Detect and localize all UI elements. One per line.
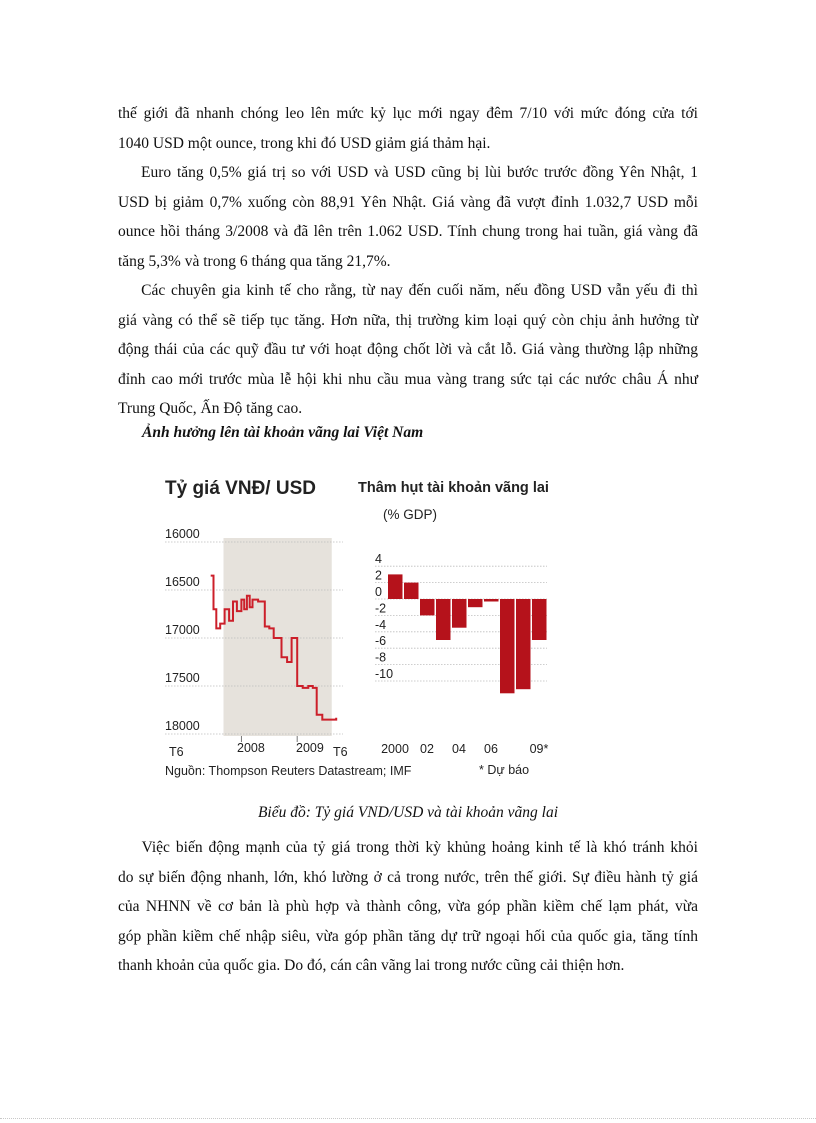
bar-2000: [388, 574, 403, 599]
paragraph-line: tăng 5,3% và trong 6 tháng qua tăng 21,7%.: [118, 252, 391, 270]
y-tick-label: -10: [375, 667, 394, 681]
bar-2008: [516, 599, 531, 689]
y-tick-label: -6: [375, 634, 387, 649]
bar-2004: [452, 599, 467, 628]
paragraph-line: đỉnh cao mới trước mùa lễ hội khi nhu cầu mua vàng trang sức tại các nước châu Á như: [118, 370, 698, 388]
y-tick-label: 17000: [165, 623, 200, 637]
x-tick-label: 09*: [529, 742, 549, 756]
x-tick-label: 06: [484, 742, 498, 756]
paragraph-line: của NHNN về cơ bản là phù hợp và thành công, vừa góp phần kiềm chế lạm phát, vừa: [118, 898, 698, 915]
paragraph-1: [118, 99, 698, 158]
page-footer-rule: [0, 1118, 816, 1120]
paragraph-line: động thái của các quỹ đầu tư với hoạt động chốt lời và cắt lỗ. Giá vàng thường lập những: [118, 341, 698, 358]
chart-title-current-account: Thâm hụt tài khoản vãng lai: [358, 480, 549, 496]
bar-2002: [420, 599, 435, 615]
chart-ylabel-current-account: (% GDP): [383, 507, 437, 522]
current-account-chart: [375, 552, 549, 756]
paragraph-line: Euro tăng 0,5% giá trị so với USD và USD cũng bị lùi bước trước đồng Yên Nhật, 1: [118, 164, 698, 181]
paragraph-line: thanh khoản của quốc gia. Do đó, cán cân vãng lai trong nước cũng cải thiện hơn.: [118, 957, 625, 974]
bar-2006: [484, 599, 499, 602]
x-tick-label: 2000: [381, 742, 409, 756]
bar-2001: [404, 583, 419, 599]
x-tick-label: 02: [420, 742, 434, 756]
paragraph-line: Trung Quốc, Ấn Độ tăng cao.: [118, 400, 303, 417]
y-tick-label: 4: [375, 552, 382, 567]
paragraph-line: Các chuyên gia kinh tế cho rằng, từ nay đến cuối năm, nếu đồng USD vẫn yếu đi thì: [118, 282, 698, 299]
paragraph-line: thế giới đã nhanh chóng leo lên mức kỷ lục mới ngay đêm 7/10 với mức đóng cửa tới: [118, 105, 698, 122]
y-tick-label: 16500: [165, 575, 200, 589]
figure-caption: Biểu đồ: Tỷ giá VND/USD và tài khoản vãng lai: [257, 804, 559, 821]
x-tick-label: 2008: [237, 741, 265, 755]
paragraph-3: [118, 276, 698, 424]
figure-forecast-note: * Dự báo: [479, 763, 530, 777]
y-tick-label: 2: [375, 568, 382, 583]
paragraph-line: ounce hồi tháng 3/2008 và đã lên trên 1.062 USD. Tính chung trong hai tuần, giá vàng đã: [118, 223, 698, 240]
bar-2009*: [532, 599, 547, 640]
figure-source: Nguồn: Thompson Reuters Datastream; IMF: [165, 764, 412, 778]
paragraph-line: do sự biến động nhanh, lớn, khó lường ở cả trong nước, trên thế giới. Sự điều hành tỷ giá: [118, 868, 698, 886]
bar-2007: [500, 599, 515, 693]
y-tick-label: -2: [375, 601, 387, 616]
paragraph-line: USD bị giảm 0,7% xuống còn 88,91 Yên Nhật. Giá vàng đã vượt đỉnh 1.032,7 USD mỗi: [118, 193, 698, 211]
paragraph-line: Việc biến động mạnh của tỷ giá trong thời kỳ khủng hoảng kinh tế là khó tránh khỏi: [118, 839, 698, 856]
x-tick-label: T6: [333, 745, 348, 759]
x-tick-label: 04: [452, 742, 466, 756]
paragraph-line: góp phần kiềm chế nhập siêu, vừa góp phần tăng dự trữ ngoại hối của quốc gia, tăng tính: [118, 927, 698, 945]
chart-title-exchange-rate: Tỷ giá VNĐ/ USD: [165, 478, 316, 499]
bar-2003: [436, 599, 451, 640]
figure-charts: [157, 466, 563, 788]
exchange-rate-chart: [165, 527, 348, 759]
y-tick-label: 0: [375, 585, 382, 599]
x-tick-label: T6: [169, 745, 184, 759]
x-tick-label: 2009: [296, 741, 324, 755]
y-tick-label: -8: [375, 650, 387, 665]
paragraph-2: [118, 158, 698, 276]
y-tick-label: 16000: [165, 527, 200, 541]
paragraph-4: [118, 833, 698, 981]
paragraph-line: 1040 USD một ounce, trong khi đó USD giảm giá thảm hại.: [118, 134, 491, 152]
y-tick-label: 17500: [165, 671, 200, 685]
bar-2005: [468, 599, 483, 607]
paragraph-line: giá vàng có thể sẽ tiếp tục tăng. Hơn nữa, thị trường kim loại quý còn chịu ảnh hưởng từ: [118, 311, 698, 329]
y-tick-label: 18000: [165, 719, 200, 733]
y-tick-label: -4: [375, 617, 387, 632]
section-heading: Ảnh hưởng lên tài khoản vãng lai Việt Nam: [142, 424, 424, 441]
